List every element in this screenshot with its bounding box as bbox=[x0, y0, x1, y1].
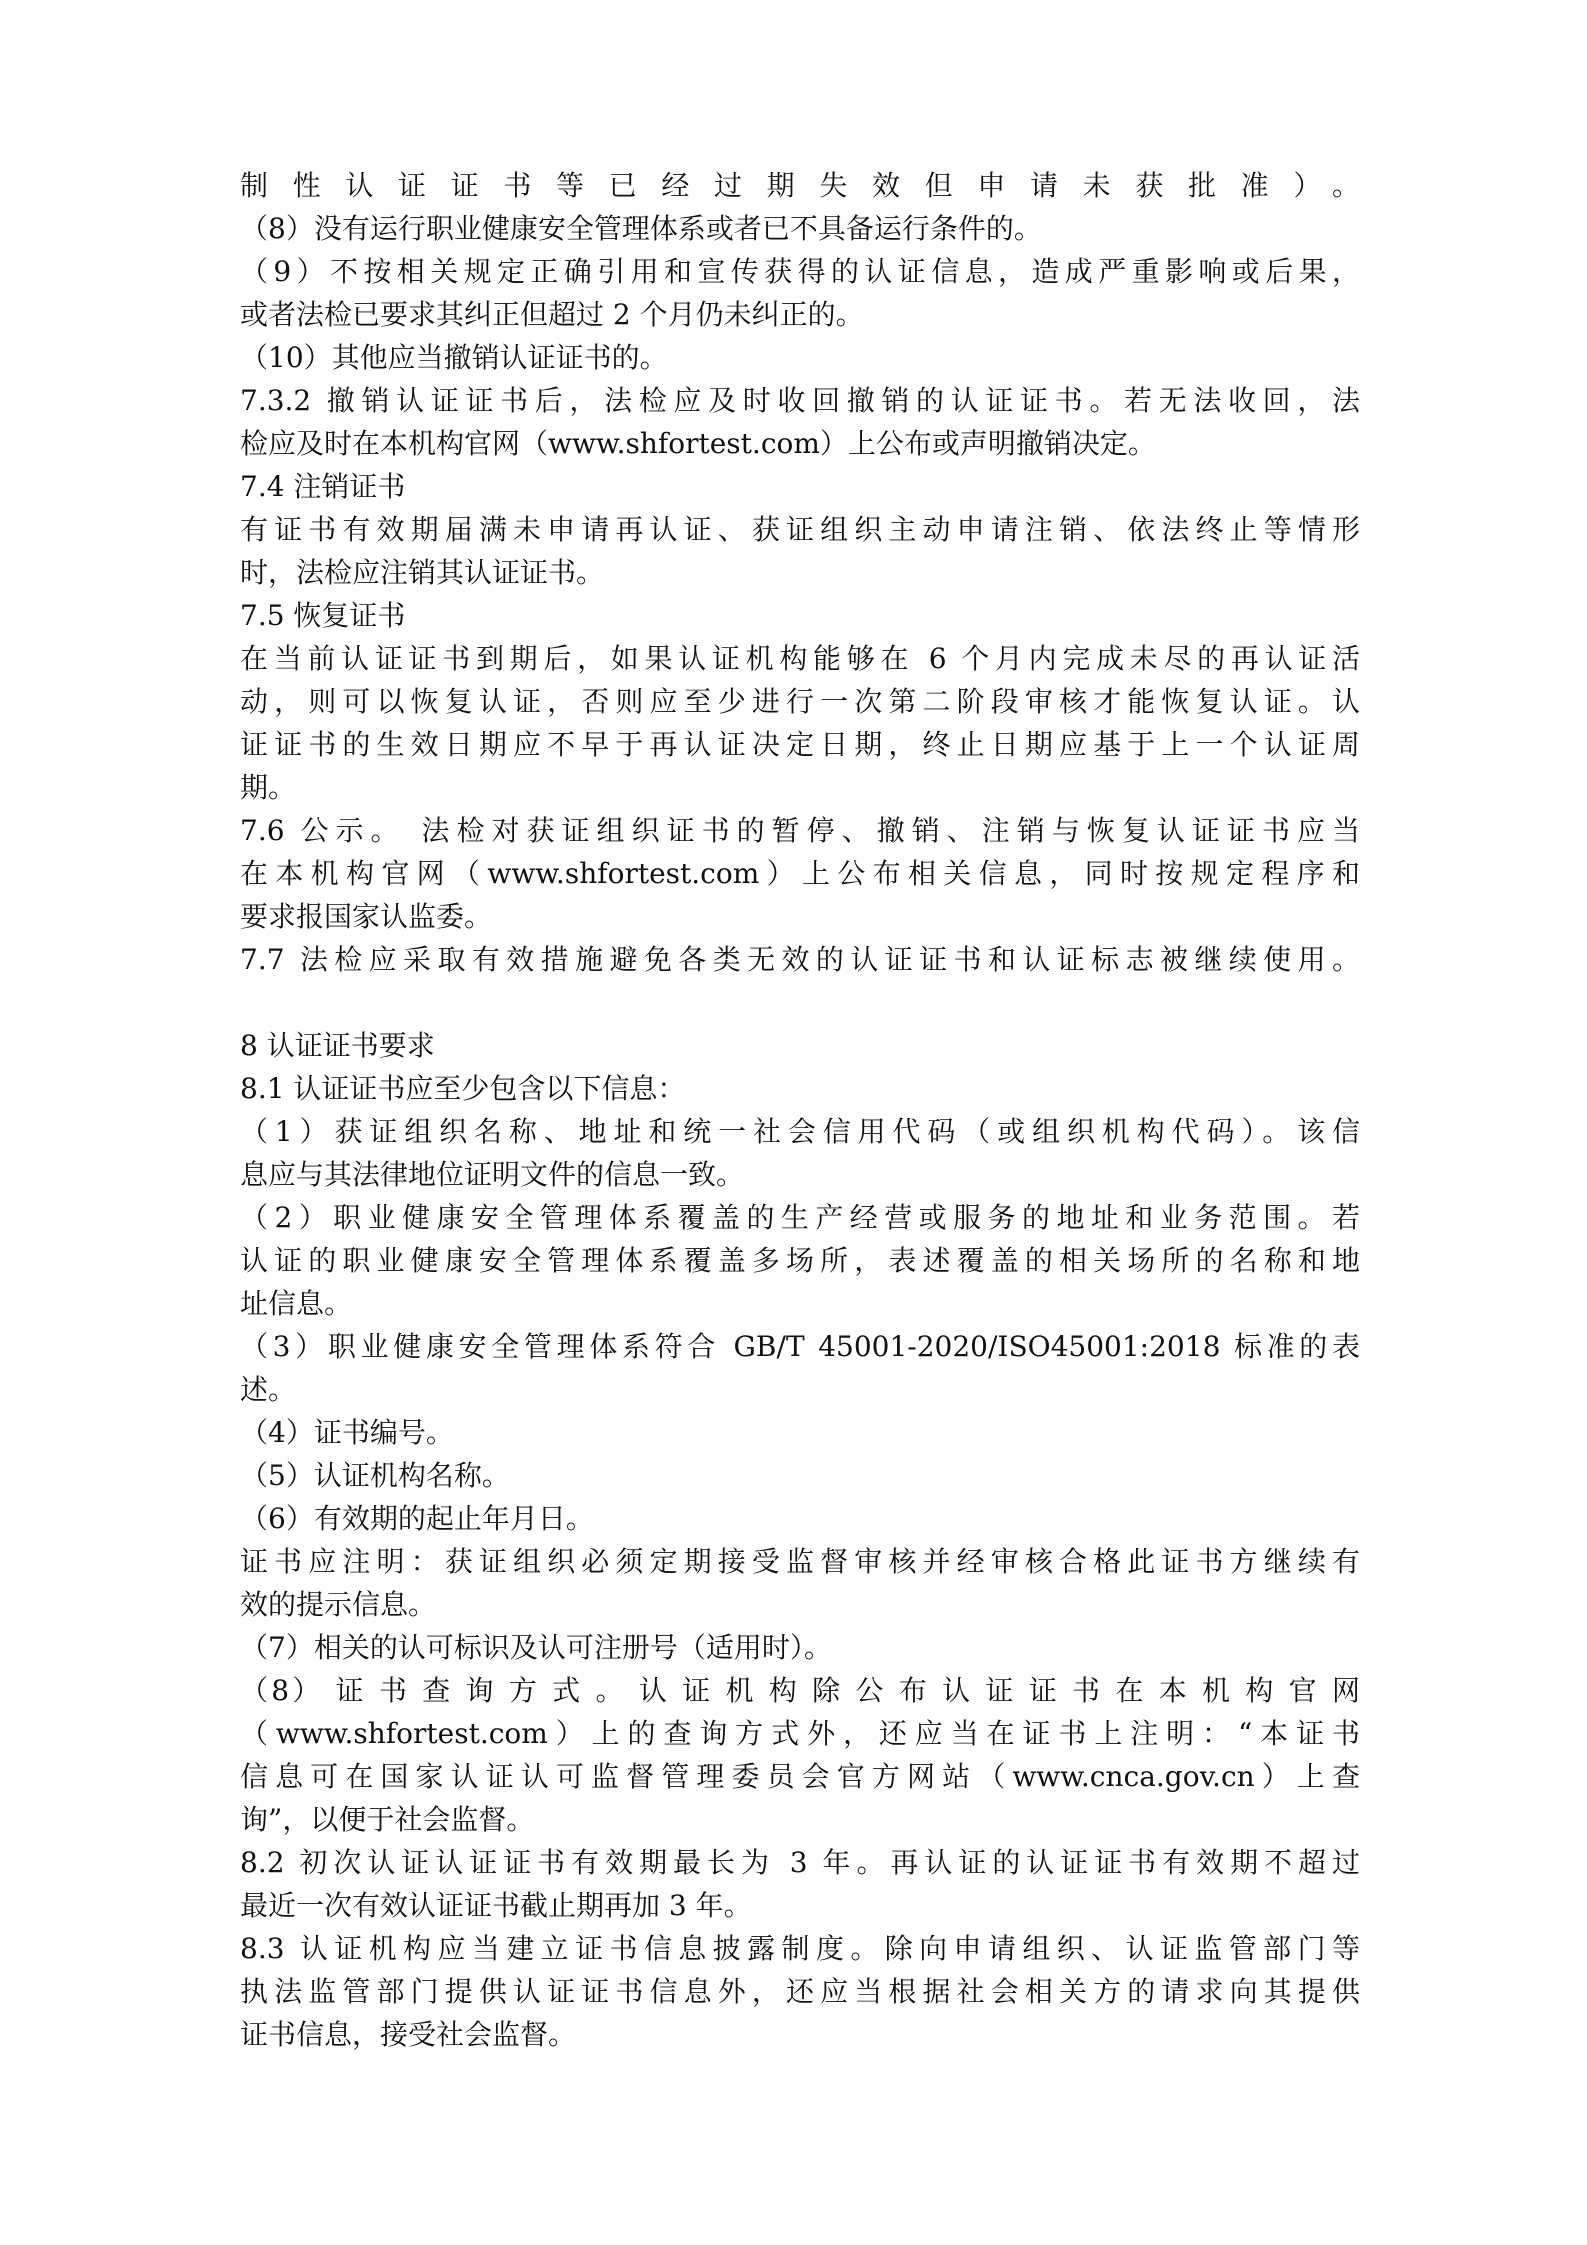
text-line: 8.1 认证证书应至少包含以下信息： bbox=[240, 1072, 686, 1105]
text-line: 7.7 法检应采取有效措施避免各类无效的认证证书和认证标志被继续使用。 bbox=[240, 943, 1360, 976]
text-line: 息应与其法律地位证明文件的信息一致。 bbox=[240, 1158, 745, 1191]
document-page bbox=[240, 164, 1360, 2056]
section-heading: 7.4 注销证书 bbox=[240, 470, 406, 503]
text-line: 或者法检已要求其纠正但超过 2 个月仍未纠正的。 bbox=[240, 298, 864, 331]
text-line: 在当前认证证书到期后，如果认证机构能够在 6 个月内完成未尽的再认证活 bbox=[240, 642, 1360, 675]
text-line: 8.3 认证机构应当建立证书信息披露制度。除向申请组织、认证监管部门等 bbox=[240, 1932, 1360, 1965]
text-line: （7）相关的认可标识及认可注册号（适用时）。 bbox=[240, 1631, 832, 1664]
text-line: （www.shfortest.com）上的查询方式外，还应当在证书上注明：“本证书 bbox=[240, 1717, 1360, 1750]
text-line: （2）职业健康安全管理体系覆盖的生产经营或服务的地址和业务范围。若 bbox=[240, 1201, 1360, 1234]
text-line: 8.2 初次认证认证证书有效期最长为 3 年。再认证的认证证书有效期不超过 bbox=[240, 1846, 1360, 1879]
text-line: 期。 bbox=[240, 771, 297, 804]
text-line: 证书信息，接受社会监督。 bbox=[240, 2018, 577, 2051]
blank-line bbox=[240, 981, 1360, 1024]
text-line: （6）有效期的起止年月日。 bbox=[240, 1502, 594, 1535]
text-line: 7.3.2 撤销认证证书后，法检应及时收回撤销的认证证书。若无法收回，法 bbox=[240, 384, 1360, 417]
text-line: 询”，以便于社会监督。 bbox=[240, 1803, 535, 1836]
text-line: 证书应注明：获证组织必须定期接受监督审核并经审核合格此证书方继续有 bbox=[240, 1545, 1360, 1578]
text-line: （5）认证机构名称。 bbox=[240, 1459, 510, 1492]
text-line: 7.6 公示。 法检对获证组织证书的暂停、撤销、注销与恢复认证证书应当 bbox=[240, 814, 1360, 847]
text-line: 认证的职业健康安全管理体系覆盖多场所，表述覆盖的相关场所的名称和地 bbox=[240, 1244, 1360, 1277]
text-line: （8） 证 书 查 询 方 式 。 认 证 机 构 除 公 布 认 证 证 书 在 本 机 构 官 网 bbox=[240, 1674, 1360, 1707]
text-line: 证证书的生效日期应不早于再认证决定日期，终止日期应基于上一个认证周 bbox=[240, 728, 1360, 761]
text-line: （3）职业健康安全管理体系符合 GB/T 45001-2020/ISO45001:2018 标准的表 bbox=[240, 1330, 1360, 1363]
section-heading: 7.5 恢复证书 bbox=[240, 599, 406, 632]
text-line: 动，则可以恢复认证，否则应至少进行一次第二阶段审核才能恢复认证。认 bbox=[240, 685, 1360, 718]
text-line: 最近一次有效认证证书截止期再加 3 年。 bbox=[240, 1889, 752, 1922]
text-line: 信息可在国家认证认可监督管理委员会官方网站（www.cnca.gov.cn）上查 bbox=[240, 1760, 1360, 1793]
text-line: 效的提示信息。 bbox=[240, 1588, 437, 1621]
text-line: （1）获证组织名称、地址和统一社会信用代码（或组织机构代码）。该信 bbox=[240, 1115, 1360, 1148]
text-line: （9）不按相关规定正确引用和宣传获得的认证信息，造成严重影响或后果， bbox=[240, 255, 1360, 288]
text-line: 址信息。 bbox=[240, 1287, 353, 1320]
text-line: 述。 bbox=[240, 1373, 297, 1406]
text-line: 在本机构官网（www.shfortest.com）上公布相关信息，同时按规定程序和 bbox=[240, 857, 1360, 890]
text-line: 时，法检应注销其认证证书。 bbox=[240, 556, 605, 589]
section-heading: 8 认证证书要求 bbox=[240, 1029, 435, 1062]
text-line: 制性认证证书等已经过期失效但申请未获批准）。 bbox=[240, 169, 1360, 202]
text-line: 要求报国家认监委。 bbox=[240, 900, 493, 933]
text-line: （4）证书编号。 bbox=[240, 1416, 454, 1449]
text-line: 执法监管部门提供认证证书信息外，还应当根据社会相关方的请求向其提供 bbox=[240, 1975, 1360, 2008]
text-line: （10）其他应当撤销认证证书的。 bbox=[240, 341, 668, 374]
text-line: （8）没有运行职业健康安全管理体系或者已不具备运行条件的。 bbox=[240, 212, 1042, 245]
text-line: 检应及时在本机构官网（www.shfortest.com）上公布或声明撤销决定。 bbox=[240, 427, 1156, 460]
text-line: 有证书有效期届满未申请再认证、获证组织主动申请注销、依法终止等情形 bbox=[240, 513, 1360, 546]
